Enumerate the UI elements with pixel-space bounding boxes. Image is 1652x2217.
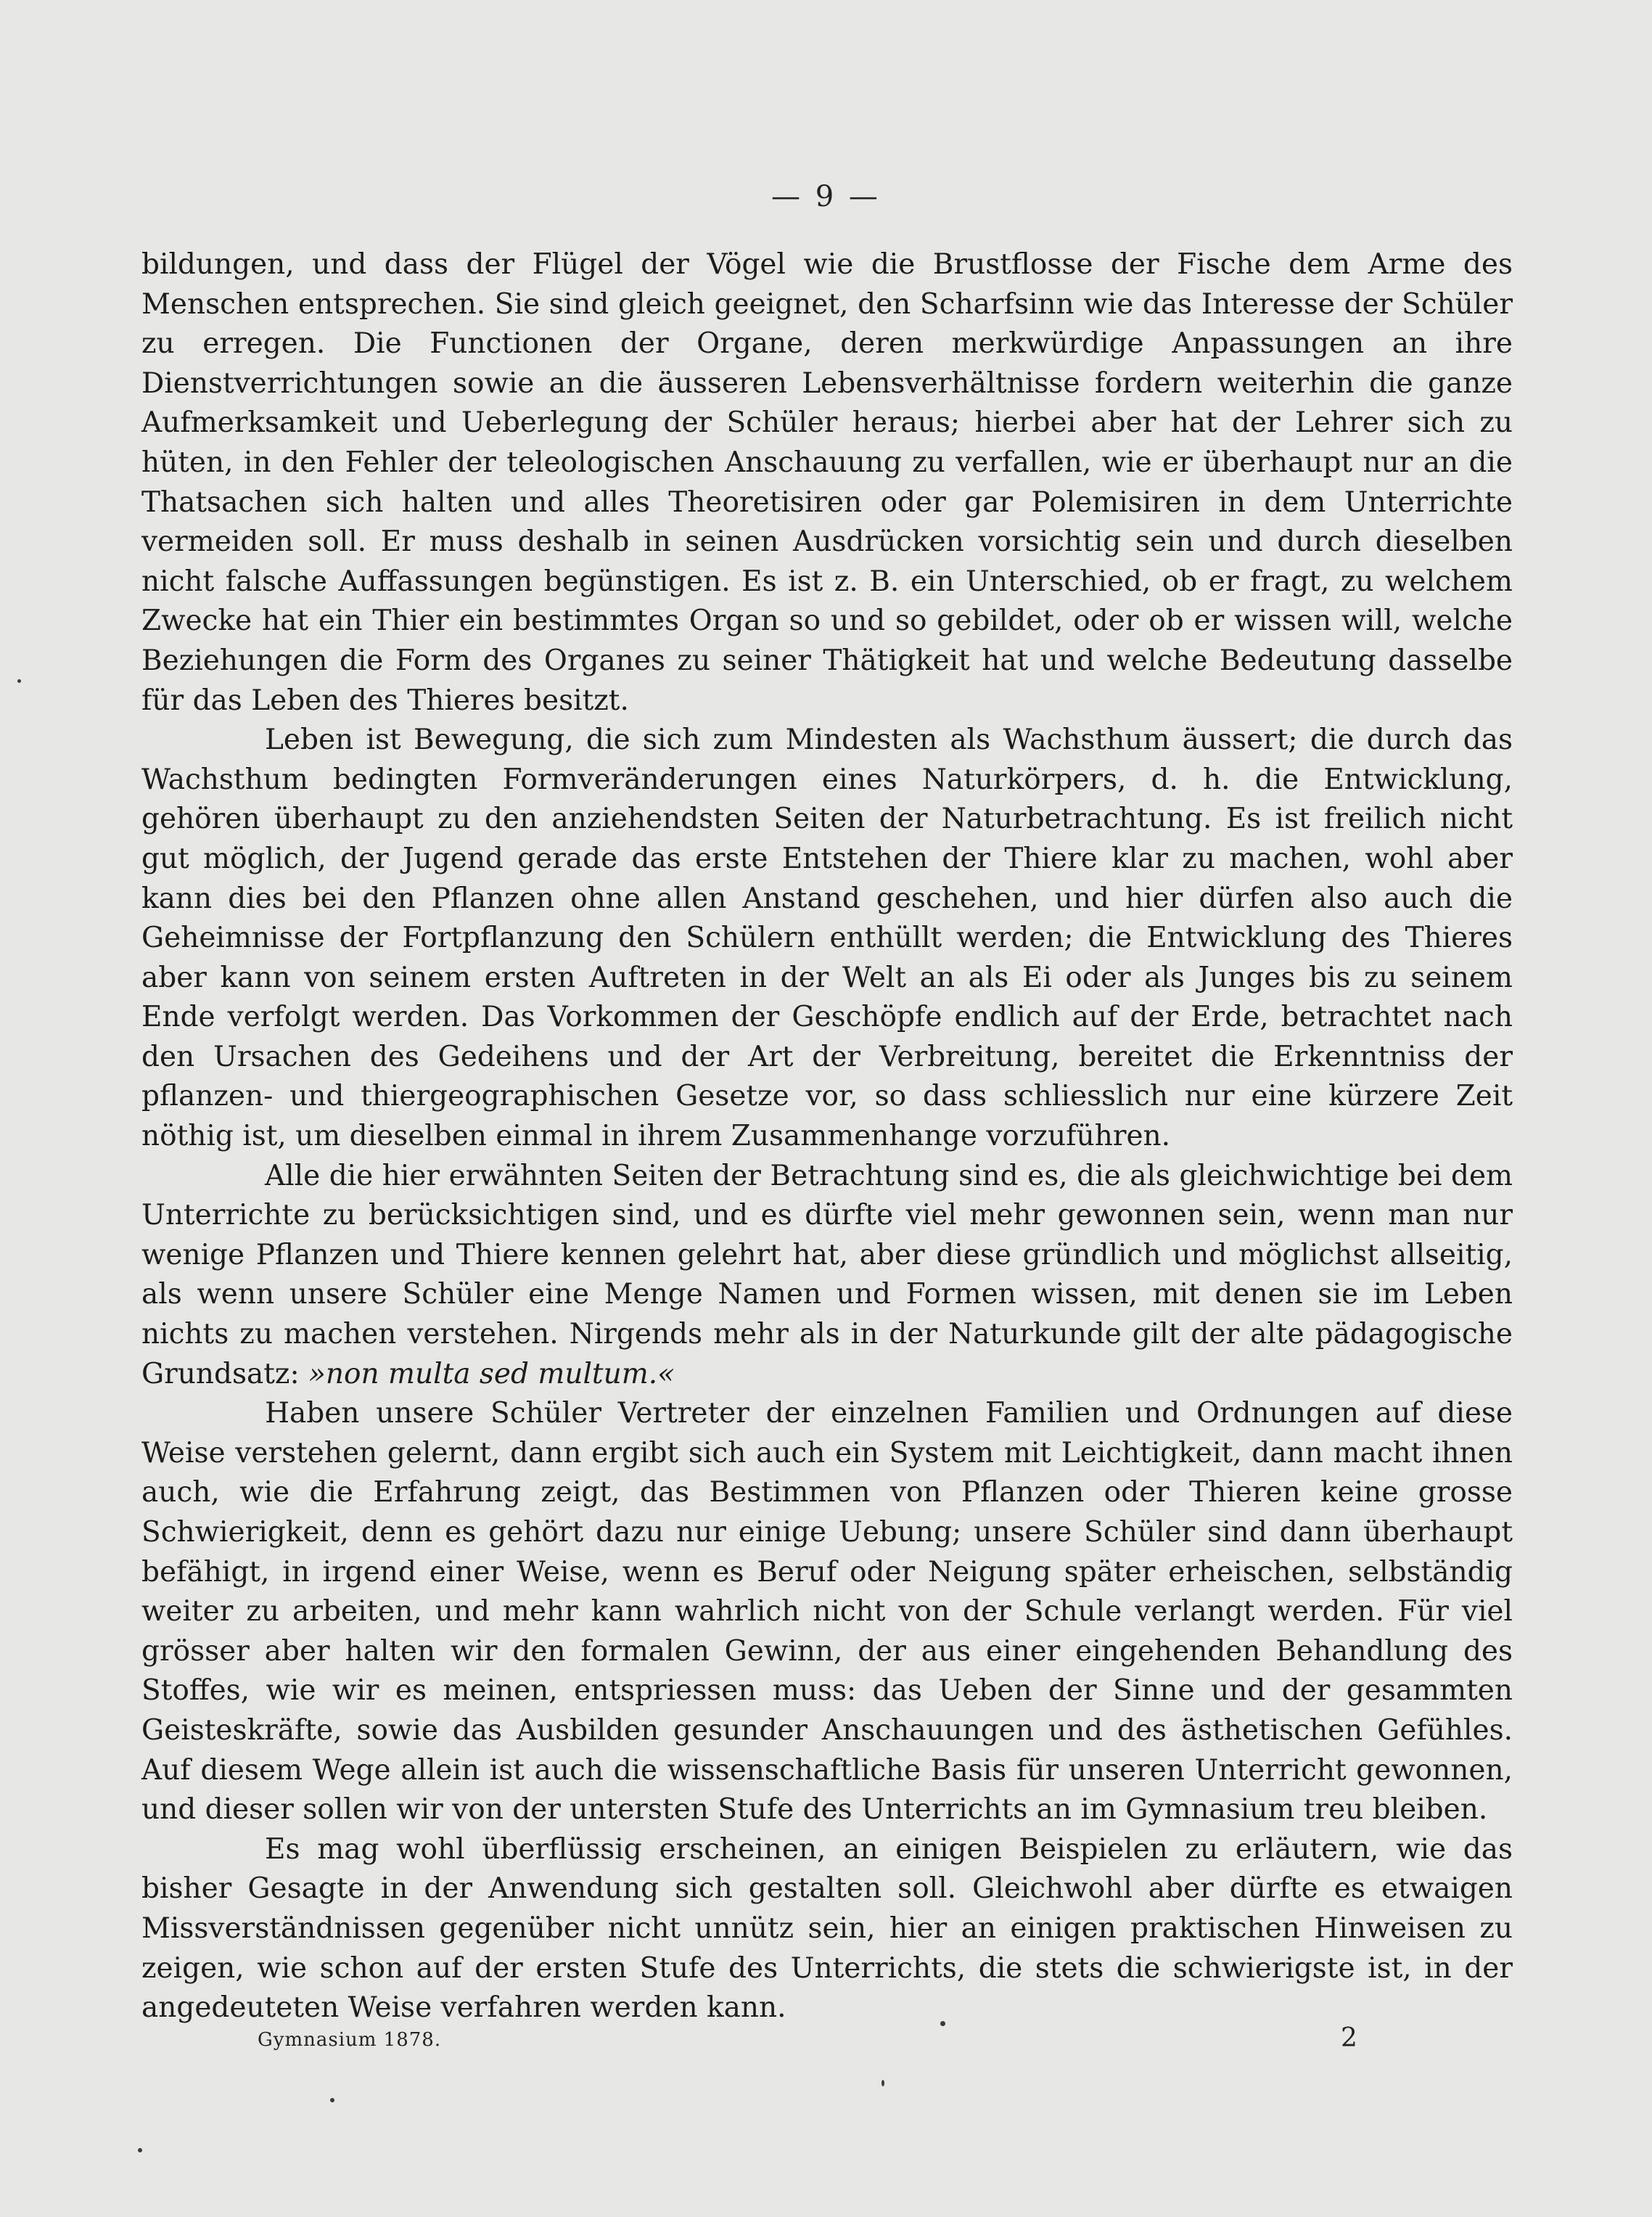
latin-quote: »non multa sed multum.« [308, 1357, 675, 1390]
print-speck [17, 679, 21, 683]
print-speck [330, 2098, 334, 2102]
print-speck [940, 2021, 945, 2026]
paragraph-5: Es mag wohl überflüssig erscheinen, an einigen Beispielen zu erläutern, wie das bisher Gesagte in der Anwendung sich gestalten soll. Gleichwohl aber dürfte es etwaigen Missverständnissen gegenüber nicht unnütz sein, hier an einigen praktischen Hinweisen zu zeigen, wie schon auf der ersten Stufe des Unterrichts, die stets die schwierigste ist, in der angedeuteten Weise verfahren werden kann. [141, 1832, 1513, 2025]
body-text [141, 245, 1513, 2028]
paragraph-4: Haben unsere Schüler Vertreter der einzelnen Familien und Ordnungen auf diese Weise verstehen gelernt, dann ergibt sich auch ein System mit Leichtigkeit, dann macht ihnen auch, wie die Erfahrung zeigt, das Bestimmen von Pflanzen oder Thieren keine grosse Schwierigkeit, denn es gehört dazu nur einige Uebung; unsere Schüler sind dann überhaupt befähigt, in irgend einer Weise, wenn es Beruf oder Neigung später erheischen, selbständig weiter zu arbeiten, und mehr kann wahrlich nicht von der Schule verlangt werden. Für viel grösser aber halten wir den formalen Gewinn, der aus einer eingehenden Behandlung des Stoffes, wie wir es meinen, entspriessen muss: das Ueben der Sinne und der gesammten Geisteskräfte, sowie das Ausbilden gesunder Anschauungen und des ästhetischen Gefühles. Auf diesem Wege allein ist auch die wissenschaftliche Basis für unseren Unterricht gewonnen, und dieser sollen wir von der untersten Stufe des Unterrichts an im Gymnasium treu bleiben. [141, 1397, 1513, 1827]
footer-signature: Gymnasium 1878. [258, 2029, 442, 2051]
print-speck [138, 2148, 142, 2152]
paragraph-2: Leben ist Bewegung, die sich zum Mindesten als Wachsthum äussert; die durch das Wachsthum bedingten Formveränderungen eines Naturkörpers, d. h. die Entwicklung, gehören überhaupt zu den anziehendsten Seiten der Naturbetrachtung. Es ist freilich nicht gut möglich, der Jugend gerade das erste Entstehen der Thiere klar zu machen, wohl aber kann dies bei den Pflanzen ohne allen Anstand geschehen, und hier dürfen also auch die Geheimnisse der Fortpflanzung den Schülern enthüllt werden; die Entwicklung des Thieres aber kann von seinem ersten Auftreten in der Welt an als Ei oder als Junges bis zu seinem Ende verfolgt werden. Das Vorkommen der Geschöpfe endlich auf der Erde, betrachtet nach den Ursachen des Gedeihens und der Art der Verbreitung, bereitet die Erkenntniss der pflanzen- und thiergeographischen Gesetze vor, so dass schliesslich nur eine kürzere Zeit nöthig ist, um dieselben einmal in ihrem Zusammenhange vorzuführen. [141, 724, 1513, 1153]
footer-sheet-number: 2 [1341, 2023, 1357, 2053]
paragraph-3 [141, 1157, 1513, 1395]
paragraph-3-text: Alle die hier erwähnten Seiten der Betrachtung sind es, die als gleichwichtige bei dem Unterrichte zu berücksichtigen sind, und es dürfte viel mehr gewonnen sein, wenn man nur wenige Pflanzen und Thiere kennen gelehrt hat, aber diese gründlich und möglichst allseitig, als wenn unsere Schüler eine Menge Namen und Formen wissen, mit denen sie im Leben nichts zu machen verstehen. Nirgends mehr als in der Naturkunde gilt der alte pädagogische Grundsatz: [141, 1159, 1513, 1390]
print-speck [882, 2080, 884, 2086]
page-number: — 9 — [771, 180, 881, 213]
paragraph-1: bildungen, und dass der Flügel der Vögel wie die Brustflosse der Fische dem Arme des Menschen entsprechen. Sie sind gleich geeignet, den Scharfsinn wie das Interesse der Schüler zu erregen. Die Functionen der Organe, deren merkwürdige Anpassungen an ihre Dienstverrichtungen sowie an die äusseren Lebensverhältnisse fordern weiterhin die ganze Aufmerksamkeit und Ueberlegung der Schüler heraus; hierbei aber hat der Lehrer sich zu hüten, in den Fehler der teleologischen Anschauung zu verfallen, wie er überhaupt nur an die Thatsachen sich halten und alles Theoretisiren oder gar Polemisiren in dem Unterrichte vermeiden soll. Er muss deshalb in seinen Ausdrücken vorsichtig sein und durch dieselben nicht falsche Auffassungen begünstigen. Es ist z. B. ein Unterschied, ob er fragt, zu welchem Zwecke hat ein Thier ein bestimmtes Organ so und so gebildet, oder ob er wissen will, welche Beziehungen die Form des Organes zu seiner Thätigkeit hat und welche Bedeutung dasselbe für das Leben des Thieres besitzt. [141, 248, 1513, 717]
